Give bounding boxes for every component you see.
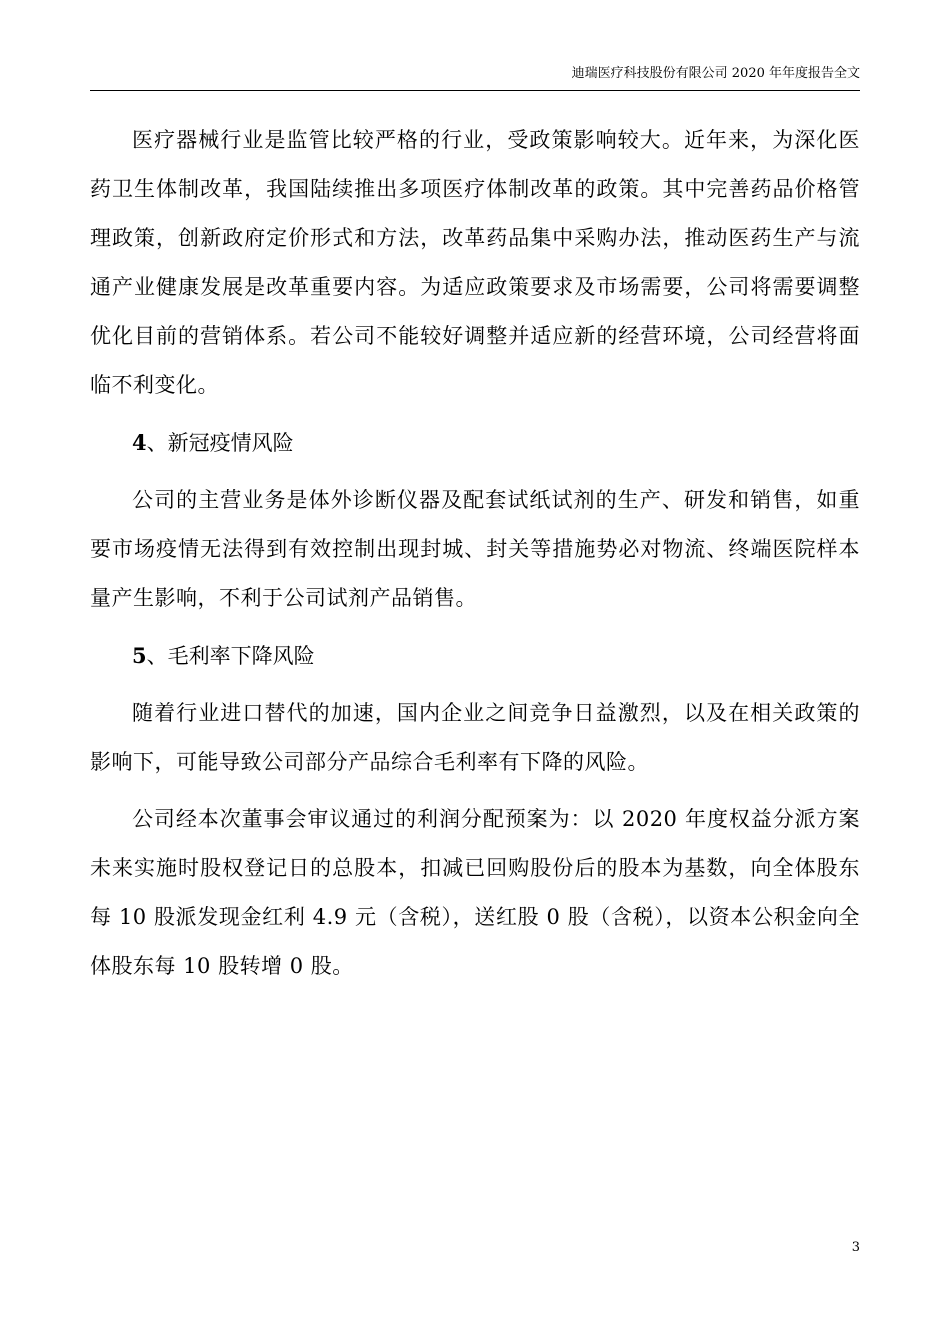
heading-number: 4 bbox=[132, 430, 147, 455]
heading-covid-risk bbox=[90, 418, 860, 468]
header-title: 迪瑞医疗科技股份有限公司 2020 年年度报告全文 bbox=[571, 66, 860, 81]
paragraph-covid-risk: 公司的主营业务是体外诊断仪器及配套试纸试剂的生产、研发和销售，如重要市场疫情无法得到有效控制出现封城、封关等措施势必对物流、终端医院样本量产生影响，不利于公司试剂产品销售。 bbox=[90, 488, 860, 610]
page-header bbox=[90, 64, 860, 91]
page-number: 3 bbox=[851, 1240, 860, 1255]
document-body bbox=[90, 116, 860, 999]
paragraph-dividend-plan: 公司经本次董事会审议通过的利润分配预案为：以 2020 年度权益分派方案未来实施时股权登记日的总股本，扣减已回购股份后的股本为基数，向全体股东每 10 股派发现金红利 4.9 元（含税），送红股 0 股（含税），以资本公积金向全体股东每 10 股转增 0 股。 bbox=[90, 807, 860, 978]
paragraph-policy-risk: 医疗器械行业是监管比较严格的行业，受政策影响较大。近年来，为深化医药卫生体制改革，我国陆续推出多项医疗体制改革的政策。其中完善药品价格管理政策，创新政府定价形式和方法，改革药品集中采购办法，推动医药生产与流通产业健康发展是改革重要内容。为适应政策要求及市场需要，公司将需要调整优化目前的营销体系。若公司不能较好调整并适应新的经营环境，公司经营将面临不利变化。 bbox=[90, 128, 860, 397]
paragraph-margin-risk: 随着行业进口替代的加速，国内企业之间竞争日益激烈，以及在相关政策的影响下，可能导致公司部分产品综合毛利率有下降的风险。 bbox=[90, 701, 860, 774]
heading-text: 、毛利率下降风险 bbox=[146, 644, 315, 668]
heading-number: 5 bbox=[132, 643, 147, 668]
heading-text: 、新冠疫情风险 bbox=[146, 431, 294, 455]
heading-margin-risk bbox=[90, 631, 860, 681]
